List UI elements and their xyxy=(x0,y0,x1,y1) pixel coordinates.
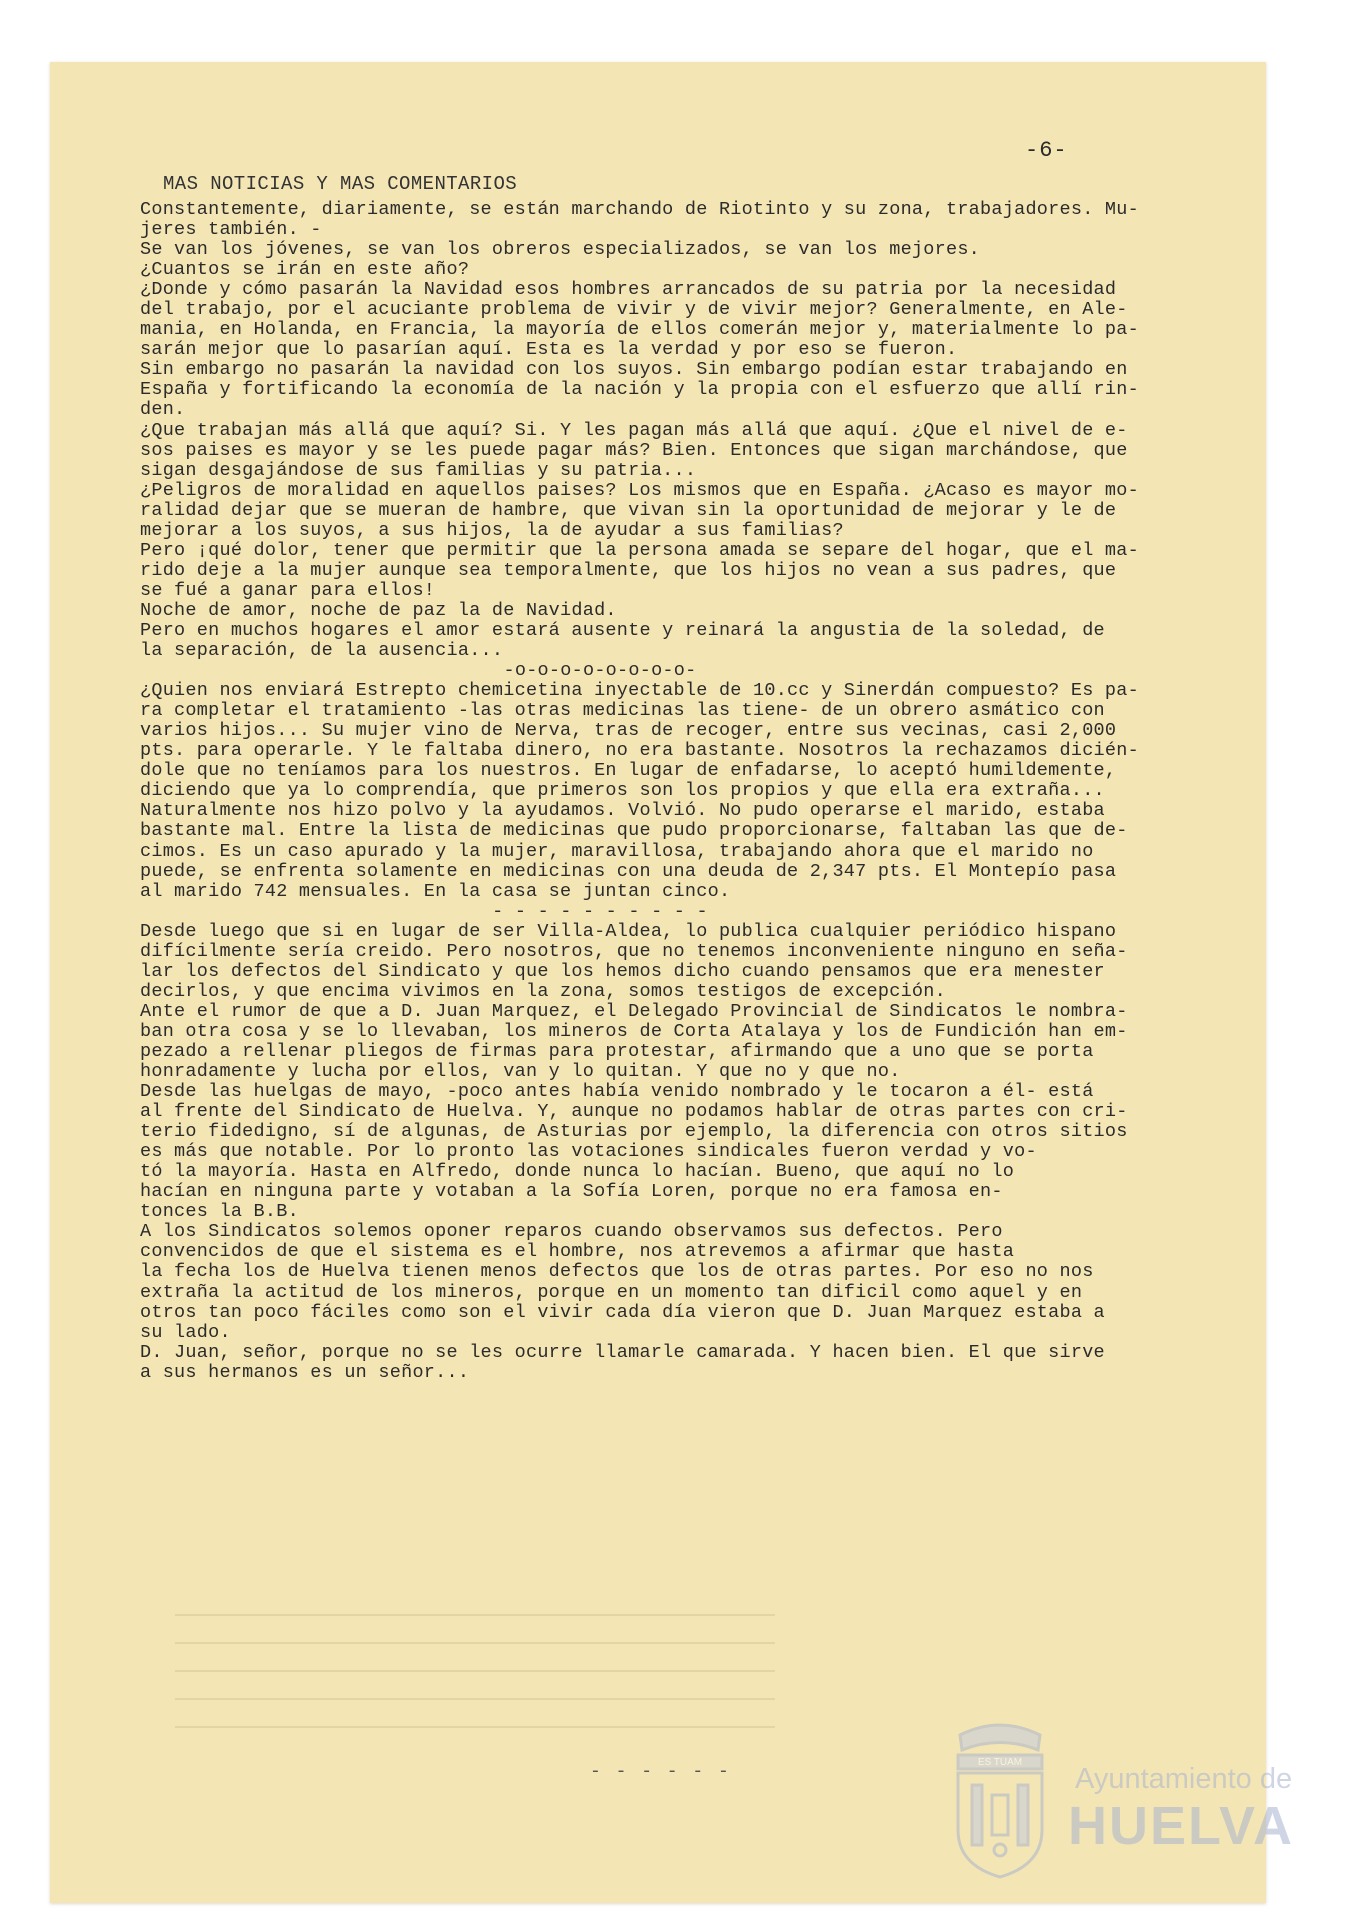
coat-of-arms-icon xyxy=(930,1715,1070,1885)
text-line: tó la mayoría. Hasta en Alfredo, donde nunca lo hacían. Bueno, que aquí no lo xyxy=(140,1161,1015,1183)
svg-text:ES TUAM: ES TUAM xyxy=(977,1757,1023,1768)
text-line: la fecha los de Huelva tienen menos defectos que los de otras partes. Por eso no nos xyxy=(140,1261,1094,1283)
text-line: sigan desgajándose de sus familias y su patria... xyxy=(140,459,697,481)
text-line: varios hijos... Su mujer vino de Nerva, tras de recoger, entre sus vecinas, casi 2,000 xyxy=(140,720,1117,742)
text-line: convencidos de que el sistema es el hombre, nos atrevemos a afirmar que hasta xyxy=(140,1241,1015,1263)
text-line: decirlos, y que encima vivimos en la zona, somos testigos de excepción. xyxy=(140,980,946,1002)
text-line: jeres también. - xyxy=(140,219,322,241)
text-line: su lado. xyxy=(140,1321,231,1343)
text-line: rido deje a la mujer aunque sea temporalmente, que los hijos no vean a sus padres, que xyxy=(140,559,1117,581)
text-line: ralidad dejar que se mueran de hambre, que vivan sin la oportunidad de mejorar y le de xyxy=(140,499,1117,521)
text-line: lar los defectos del Sindicato y que los hemos dicho cuando pensamos que era menester xyxy=(140,960,1105,982)
text-line: ¿Que trabajan más allá que aquí? Si. Y les pagan más allá que aquí. ¿Que el nivel de e- xyxy=(140,419,1128,441)
text-line: bastante mal. Entre la lista de medicinas que pudo proporcionarse, faltaban las que de- xyxy=(140,820,1128,842)
text-line: pezado a rellenar pliegos de firmas para protestar, afirmando que a uno que se porta xyxy=(140,1040,1094,1062)
text-line: sos paises es mayor y se les puede pagar más? Bien. Entonces que sigan marchándose, que xyxy=(140,439,1128,461)
watermark-line1: Ayuntamiento de xyxy=(1075,1763,1293,1795)
text-line: D. Juan, señor, porque no se les ocurre llamarle camarada. Y hacen bien. El que sirve xyxy=(140,1341,1105,1363)
page-number: -6- xyxy=(1025,138,1068,163)
text-line: ban otra cosa y se lo llevaban, los mineros de Corta Atalaya y los de Fundición han em- xyxy=(140,1020,1128,1042)
text-line: mania, en Holanda, en Francia, la mayoría de ellos comerán mejor y, materialmente lo pa- xyxy=(140,319,1139,341)
text-line: Constantemente, diariamente, se están marchando de Riotinto y su zona, trabajadores. Mu- xyxy=(140,199,1139,220)
watermark-line2: HUELVA xyxy=(1068,1796,1294,1856)
text-line: Sin embargo no pasarán la navidad con los suyos. Sin embargo podían estar trabajando en xyxy=(140,359,1128,381)
text-line: extraña la actitud de los mineros, porque en un momento tan dificil como aquel y en xyxy=(140,1281,1083,1303)
text-line: la separación, de la ausencia... xyxy=(140,640,504,662)
text-line: cimos. Es un caso apurado y la mujer, maravillosa, trabajando ahora que el marido no xyxy=(140,840,1094,862)
text-line: difícilmente sería creido. Pero nosotros, que no tenemos inconveniente ninguno en seña- xyxy=(140,940,1128,962)
text-line: tonces la B.B. xyxy=(140,1201,299,1223)
text-line: al marido 742 mensuales. En la casa se juntan cinco. xyxy=(140,880,731,902)
text-line: España y fortificando la economía de la nación y la propia con el esfuerzo que allí rin- xyxy=(140,379,1139,401)
text-line: dole que no teníamos para los nuestros. En lugar de enfadarse, lo aceptó humildemente, xyxy=(140,760,1117,782)
text-line: ra completar el tratamiento -las otras medicinas las tiene- de un obrero asmático con xyxy=(140,700,1105,722)
text-line: se fué a ganar para ellos! xyxy=(140,579,436,601)
text-line: den. xyxy=(140,399,186,421)
text-line: Ante el rumor de que a D. Juan Marquez, el Delegado Provincial de Sindicatos le nombra- xyxy=(140,1000,1128,1022)
text-line: Naturalmente nos hizo polvo y la ayudamos. Volvió. No pudo operarse el marido, estaba xyxy=(140,800,1105,822)
text-line: Desde luego que si en lugar de ser Villa-Aldea, lo publica cualquier periódico hispano xyxy=(140,920,1117,942)
text-line: ¿Cuantos se irán en este año? xyxy=(140,259,470,281)
text-line: Pero en muchos hogares el amor estará ausente y reinará la angustia de la soledad, de xyxy=(140,619,1105,641)
text-line: al frente del Sindicato de Huelva. Y, aunque no podamos hablar de otras partes con cri- xyxy=(140,1101,1128,1123)
text-line: a sus hermanos es un señor... xyxy=(140,1361,470,1383)
text-line: honradamente y lucha por ellos, van y lo quitan. Y que no y que no. xyxy=(140,1061,901,1083)
watermark xyxy=(930,1715,1294,1885)
text-line: Se van los jóvenes, se van los obreros especializados, se van los mejores. xyxy=(140,239,981,261)
text-line: Pero ¡qué dolor, tener que permitir que la persona amada se separe del hogar, que el ma- xyxy=(140,539,1139,561)
text-line: Desde las huelgas de mayo, -poco antes había venido nombrado y le tocaron a él- está xyxy=(140,1081,1094,1103)
text-line: A los Sindicatos solemos oponer reparos cuando observamos sus defectos. Pero xyxy=(140,1221,1003,1243)
text-line: pts. para operarle. Y le faltaba dinero, no era bastante. Nosotros la rechazamos dicién- xyxy=(140,740,1139,762)
text-line: sarán mejor que lo pasarían aquí. Esta es la verdad y por eso se fueron. xyxy=(140,339,958,361)
text-line: puede, se enfrenta solamente en medicinas con una deuda de 2,347 pts. El Montepío pasa xyxy=(140,860,1117,882)
text-line: ¿Donde y cómo pasarán la Navidad esos hombres arrancados de su patria por la necesidad xyxy=(140,279,1117,301)
article-body xyxy=(140,200,1180,1383)
text-line: hacían en ninguna parte y votaban a la Sofía Loren, porque no era famosa en- xyxy=(140,1181,1003,1203)
text-line: mejorar a los suyos, a sus hijos, la de ayudar a sus familias? xyxy=(140,519,844,541)
show-through-text xyxy=(175,1600,775,1750)
footer-dashes: - - - - - - xyxy=(590,1762,731,1782)
section-separator: - - - - - - - - - - xyxy=(492,900,708,922)
article-heading: MAS NOTICIAS Y MAS COMENTARIOS xyxy=(163,173,518,195)
text-line: ¿Quien nos enviará Estrepto chemicetina inyectable de 10.cc y Sinerdán compuesto? Es pa- xyxy=(140,680,1139,702)
text-line: del trabajo, por el acuciante problema de vivir y de vivir mejor? Generalmente, en Ale- xyxy=(140,299,1128,321)
text-line: es más que notable. Por lo pronto las votaciones sindicales fueron verdad y vo- xyxy=(140,1141,1037,1163)
text-line: otros tan poco fáciles como son el vivir cada día vieron que D. Juan Marquez estaba a xyxy=(140,1301,1105,1323)
section-separator: -o-o-o-o-o-o-o-o- xyxy=(503,660,697,682)
text-line: Noche de amor, noche de paz la de Navidad. xyxy=(140,599,617,621)
text-line: terio fidedigno, sí de algunas, de Asturias por ejemplo, la diferencia con otros sitios xyxy=(140,1121,1128,1143)
text-line: diciendo que ya lo comprendía, que primeros son los propios y que ella era extraña... xyxy=(140,780,1105,802)
text-line: ¿Peligros de moralidad en aquellos paises? Los mismos que en España. ¿Acaso es mayor mo- xyxy=(140,479,1139,501)
